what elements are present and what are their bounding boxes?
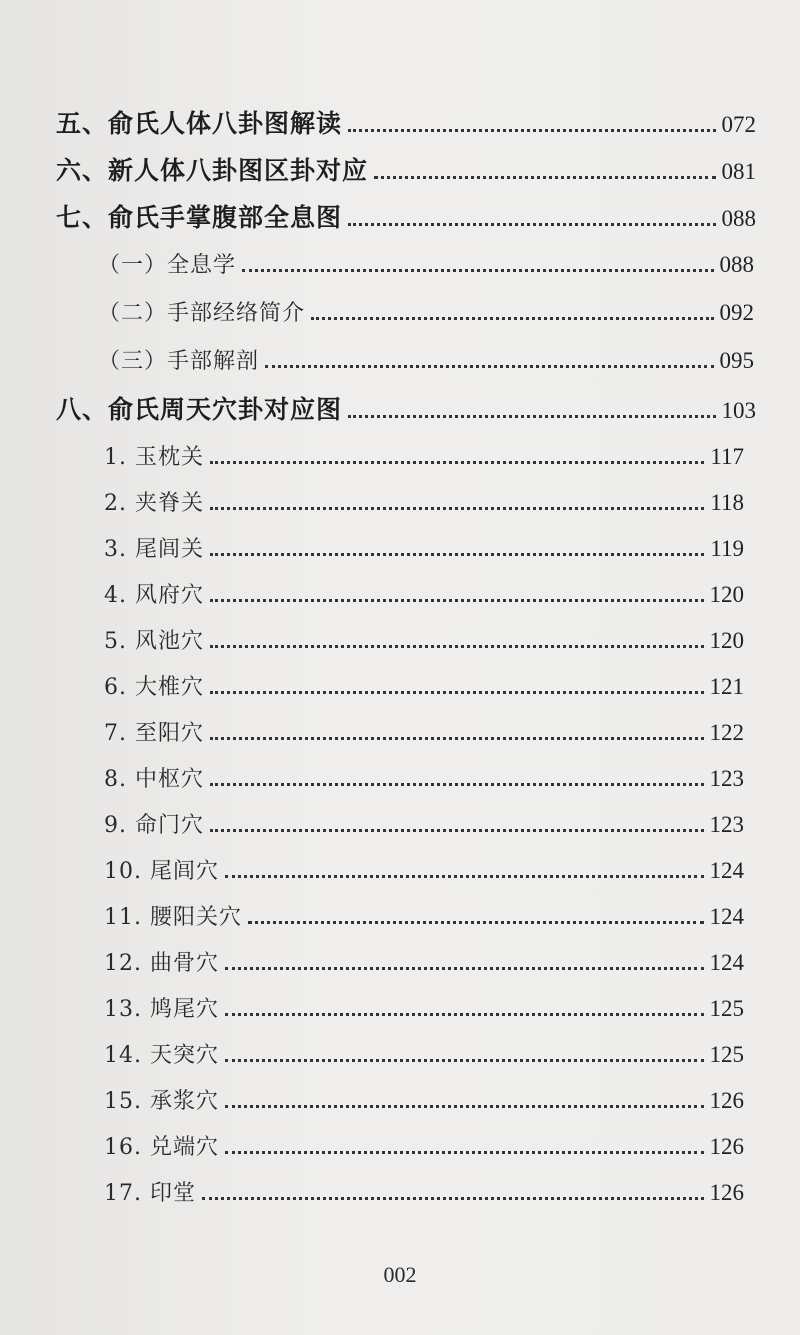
toc-entry-page: 118 <box>710 490 744 515</box>
toc-entry-item <box>104 486 744 517</box>
toc-entry-page: 124 <box>709 904 744 929</box>
toc-entry-page: 122 <box>709 720 744 745</box>
toc-entry-page: 126 <box>709 1134 744 1159</box>
toc-entry-title: 七、俞氏手掌腹部全息图 <box>56 203 343 232</box>
toc-entry-page: 123 <box>709 766 744 791</box>
toc-entry-item <box>104 854 744 885</box>
toc-entry-title: 10. 尾闾穴 <box>104 859 219 884</box>
page-number: 002 <box>383 1262 417 1287</box>
toc-entry-page: 125 <box>709 1042 744 1067</box>
dot-leader <box>202 1197 704 1200</box>
dot-leader <box>225 1059 704 1062</box>
toc-entry-title: 五、俞氏人体八卦图解读 <box>56 109 343 138</box>
toc-entry-page: 103 <box>721 398 756 423</box>
toc-entry-title: （三）手部解剖 <box>98 349 260 374</box>
toc-entry-title: 六、新人体八卦图区卦对应 <box>56 156 369 185</box>
toc-entry-chapter-7 <box>56 198 756 234</box>
toc-entry-title: 6. 大椎穴 <box>104 675 204 700</box>
toc-entry-chapter-5 <box>56 104 756 140</box>
dot-leader <box>311 317 713 320</box>
toc-entry-page: 088 <box>719 252 754 277</box>
toc-entry-item <box>104 1130 744 1161</box>
toc-entry-item <box>104 946 744 977</box>
dot-leader <box>225 967 704 970</box>
toc-entry-page: 126 <box>709 1088 744 1113</box>
toc-entry-item <box>104 624 744 655</box>
toc-entry-item <box>104 992 744 1023</box>
toc-entry-page: 072 <box>721 112 756 137</box>
toc-entry-chapter-8 <box>56 390 756 426</box>
toc-entry-page: 117 <box>710 444 744 469</box>
toc-entry-page: 124 <box>709 858 744 883</box>
toc-entry-page: 092 <box>719 300 754 325</box>
toc-entry-page: 123 <box>709 812 744 837</box>
toc-entry-item <box>104 1038 744 1069</box>
toc-entry-item <box>104 670 744 701</box>
toc-entry-item <box>104 440 744 471</box>
toc-entry-item <box>104 1084 744 1115</box>
dot-leader <box>374 176 715 179</box>
dot-leader <box>265 365 713 368</box>
dot-leader <box>225 1013 704 1016</box>
toc-entry-item <box>104 578 744 609</box>
toc-entry-title: 9. 命门穴 <box>104 813 204 838</box>
toc-entry-section-3 <box>98 344 754 375</box>
toc-entry-page: 081 <box>721 159 756 184</box>
toc-entry-title: （一）全息学 <box>98 253 237 278</box>
toc-entry-item <box>104 808 744 839</box>
toc-entry-title: 17. 印堂 <box>104 1181 196 1206</box>
dot-leader <box>248 921 704 924</box>
toc-entry-page: 121 <box>709 674 744 699</box>
toc-entry-title: 3. 尾闾关 <box>104 537 204 562</box>
dot-leader <box>210 599 704 602</box>
toc-entry-page: 119 <box>710 536 744 561</box>
toc-entry-section-2 <box>98 296 754 327</box>
dot-leader <box>210 691 704 694</box>
toc-entry-page: 124 <box>709 950 744 975</box>
dot-leader <box>210 461 704 464</box>
toc-entry-page: 120 <box>709 628 744 653</box>
dot-leader <box>225 875 704 878</box>
toc-entry-page: 120 <box>709 582 744 607</box>
toc-entry-chapter-6 <box>56 151 756 187</box>
toc-entry-title: 7. 至阳穴 <box>104 721 204 746</box>
dot-leader <box>210 553 704 556</box>
toc-entry-title: 12. 曲骨穴 <box>104 951 219 976</box>
toc-entry-title: 4. 风府穴 <box>104 583 204 608</box>
toc-entry-item <box>104 762 744 793</box>
dot-leader <box>210 507 704 510</box>
dot-leader <box>210 645 704 648</box>
toc-entry-title: 14. 天突穴 <box>104 1043 219 1068</box>
toc-entry-title: 8. 中枢穴 <box>104 767 204 792</box>
toc-entry-title: 11. 腰阳关穴 <box>104 905 242 930</box>
dot-leader <box>225 1105 704 1108</box>
toc-entry-page: 088 <box>721 206 756 231</box>
toc-entry-title: 1. 玉枕关 <box>104 445 204 470</box>
dot-leader <box>210 829 704 832</box>
toc-entry-title: 2. 夹脊关 <box>104 491 204 516</box>
toc-entry-page: 125 <box>709 996 744 1021</box>
toc-entry-title: 16. 兑端穴 <box>104 1135 219 1160</box>
toc-entry-item <box>104 900 744 931</box>
toc-entry-title: 5. 风池穴 <box>104 629 204 654</box>
toc-entry-title: （二）手部经络简介 <box>98 301 306 326</box>
toc-entry-item <box>104 1176 744 1207</box>
toc-entry-section-1 <box>98 248 754 279</box>
dot-leader <box>225 1151 704 1154</box>
toc-entry-title: 13. 鸠尾穴 <box>104 997 219 1022</box>
toc-entry-item <box>104 532 744 563</box>
toc-entry-page: 126 <box>709 1180 744 1205</box>
toc-entry-item <box>104 716 744 747</box>
toc-entry-title: 15. 承浆穴 <box>104 1089 219 1114</box>
dot-leader <box>210 737 704 740</box>
dot-leader <box>210 783 704 786</box>
dot-leader <box>348 129 715 132</box>
dot-leader <box>348 415 715 418</box>
toc-entry-page: 095 <box>719 348 754 373</box>
dot-leader <box>348 223 715 226</box>
toc-entry-title: 八、俞氏周天穴卦对应图 <box>56 395 343 424</box>
dot-leader <box>242 269 713 272</box>
